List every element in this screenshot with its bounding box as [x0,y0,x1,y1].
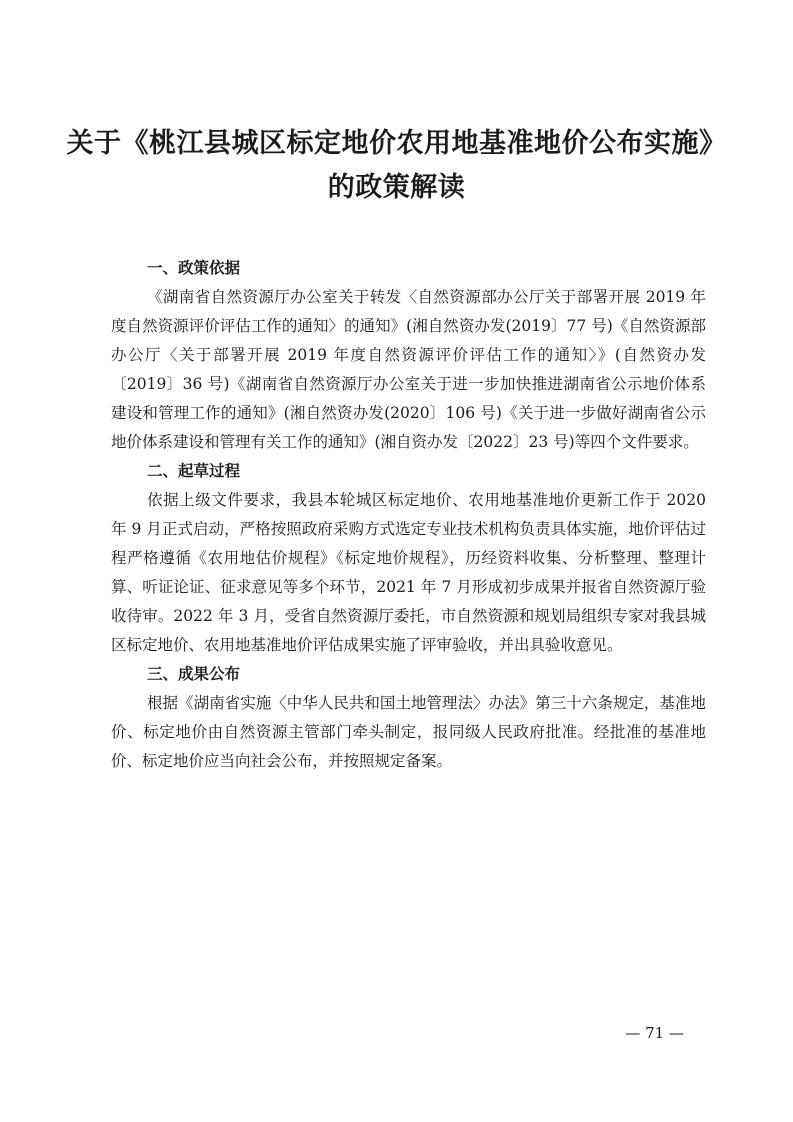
section-body-basis: 《湖南省自然资源厅办公室关于转发〈自然资源部办公厅关于部署开展 2019 年度自然资源评价评估工作的通知〉的通知》(湘自然资办发(2019〕77 号)《自然资源部办公厅〈关于部署开展 2019 年度自然资源评价评估工作的通知〉》(自然资办发〔2019〕36 号)《湖南省自然资源厅办公室关于进一步加快推进湖南省公示地价体系建设和管理工作的通知》(湘自然资办发(2020〕106 号)《关于进一步做好湖南省公示地价体系建设和管理有关工作的通知》(湘自资办发〔2022〕23 号)等四个文件要求。 [111,288,706,451]
section-body-publication: 根据《湖南省实施〈中华人民共和国土地管理法〉办法》第三十六条规定，基准地价、标定地价由自然资源主管部门牵头制定，报同级人民政府批准。经批准的基准地价、标定地价应当向社会公布，并按照规定备案。 [111,694,706,770]
section-body-drafting: 依据上级文件要求，我县本轮城区标定地价、农用地基准地价更新工作于 2020 年 9 月正式启动，严格按照政府采购方式选定专业技术机构负责具体实施，地价评估过程严格遵循《农用地估价规程》《标定地价规程》，历经资料收集、分析整理、整理计算、听证论证、征求意见等多个环节，2021 年 7 月形成初步成果并报省自然资源厅验收待审。2022 年 3 月，受省自然资源厅委托，市自然资源和规划局组织专家对我县城区标定地价、农用地基准地价评估成果实施了评审验收，并出具验收意见。 [111,491,706,654]
page-number: — 71 — [625,1024,684,1042]
document-title-line1: 关于《桃江县城区标定地价农用地基准地价公布实施》 [66,128,727,159]
section-heading-basis: 一、政策依据 [147,259,241,277]
section-heading-drafting: 二、起草过程 [147,462,241,480]
document-title-line2: 的政策解读 [327,172,466,203]
section-heading-publication: 三、成果公布 [147,665,241,683]
document-body [111,254,706,776]
